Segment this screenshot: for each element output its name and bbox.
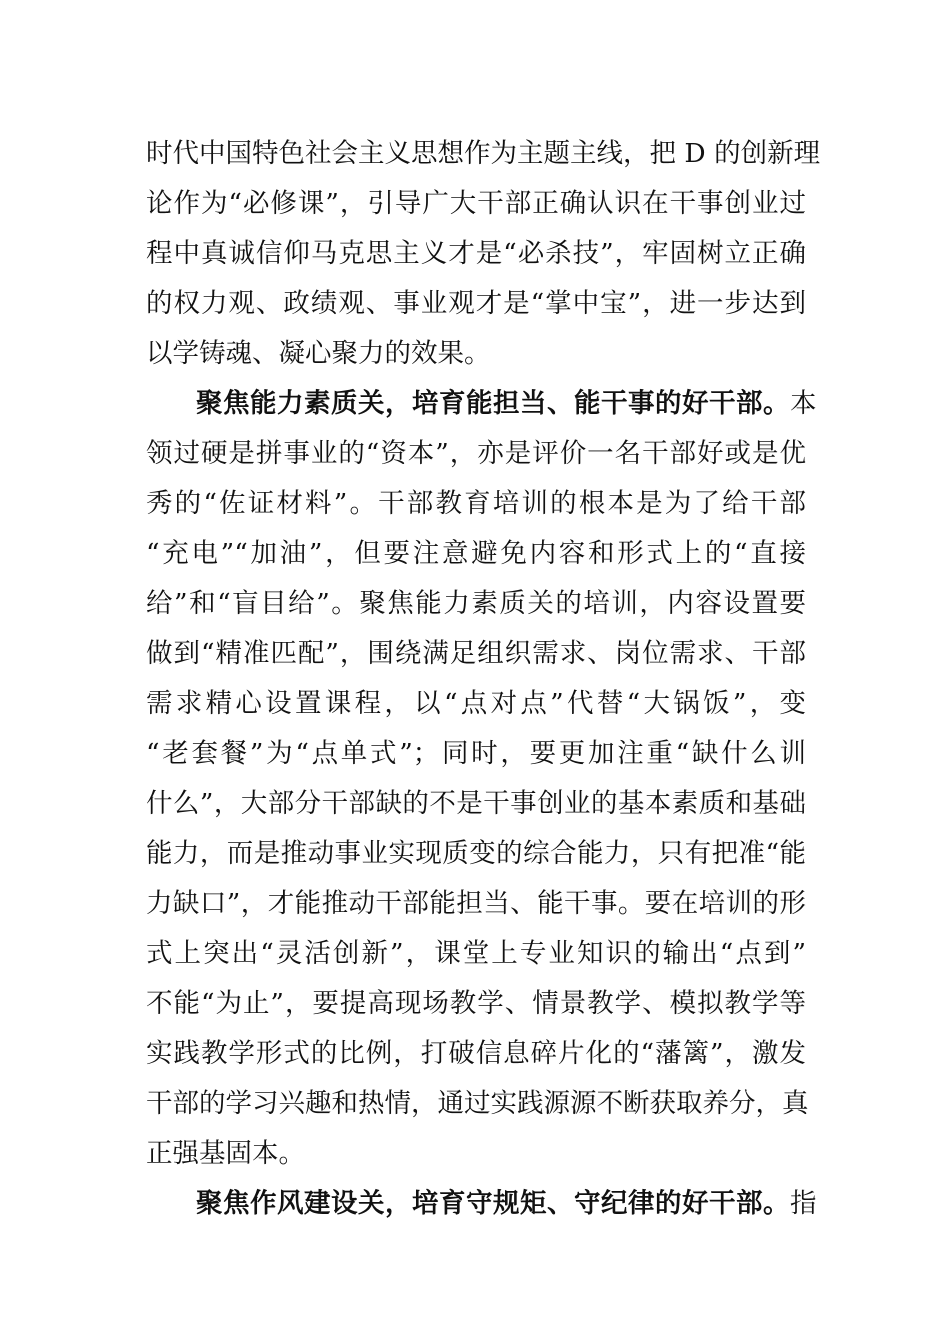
paragraph-line: 领过硬是拼事业的“资本”，亦是评价一名干部好或是优: [146, 438, 806, 469]
paragraph-line: 论作为“必修课”，引导广大干部正确认识在干事创业过: [146, 188, 806, 219]
paragraph-text: 本: [790, 388, 817, 419]
paragraph-heading-line: [196, 1179, 817, 1229]
section-heading: 聚焦作风建设关，培育守规矩、守纪律的好干部。: [196, 1188, 790, 1219]
paragraph-line: 需求精心设置课程，以“点对点”代替“大锅饭”，变: [146, 688, 806, 719]
paragraph-line: 秀的“佐证材料”。干部教育培训的根本是为了给干部: [146, 488, 806, 519]
paragraph-line: 做到“精准匹配”，围绕满足组织需求、岗位需求、干部: [146, 638, 806, 669]
paragraph-text: 指: [790, 1188, 817, 1219]
paragraph-line: 给”和“盲目给”。聚焦能力素质关的培训，内容设置要: [146, 588, 806, 619]
paragraph-line: 能力，而是推动事业实现质变的综合能力，只有把准“能: [146, 838, 806, 869]
paragraph-line: “充电”“加油”，但要注意避免内容和形式上的“直接: [146, 538, 806, 569]
paragraph-line: 什么”，大部分干部缺的不是干事创业的基本素质和基础: [146, 788, 806, 819]
paragraph-line: 不能“为止”，要提高现场教学、情景教学、模拟教学等: [146, 988, 806, 1019]
paragraph-line: 程中真诚信仰马克思主义才是“必杀技”，牢固树立正确: [146, 238, 806, 269]
paragraph-line: 以学铸魂、凝心聚力的效果。: [146, 338, 491, 369]
paragraph-line: 的权力观、政绩观、事业观才是“掌中宝”，进一步达到: [146, 288, 806, 319]
paragraph-line: 时代中国特色社会主义思想作为主题主线，把 D 的创新理: [146, 138, 821, 169]
paragraph-line: “老套餐”为“点单式”；同时，要更加注重“缺什么训: [146, 738, 806, 769]
paragraph-line: 式上突出“灵活创新”，课堂上专业知识的输出“点到”: [146, 938, 806, 969]
paragraph-line: 力缺口”，才能推动干部能担当、能干事。要在培训的形: [146, 888, 806, 919]
paragraph-heading-line: [196, 379, 817, 429]
paragraph-line: 干部的学习兴趣和热情，通过实践源源不断获取养分，真: [146, 1088, 809, 1119]
paragraph-line: 正强基固本。: [146, 1138, 305, 1169]
section-heading: 聚焦能力素质关，培育能担当、能干事的好干部。: [196, 388, 790, 419]
paragraph-line: 实践教学形式的比例，打破信息碎片化的“藩篱”，激发: [146, 1038, 806, 1069]
